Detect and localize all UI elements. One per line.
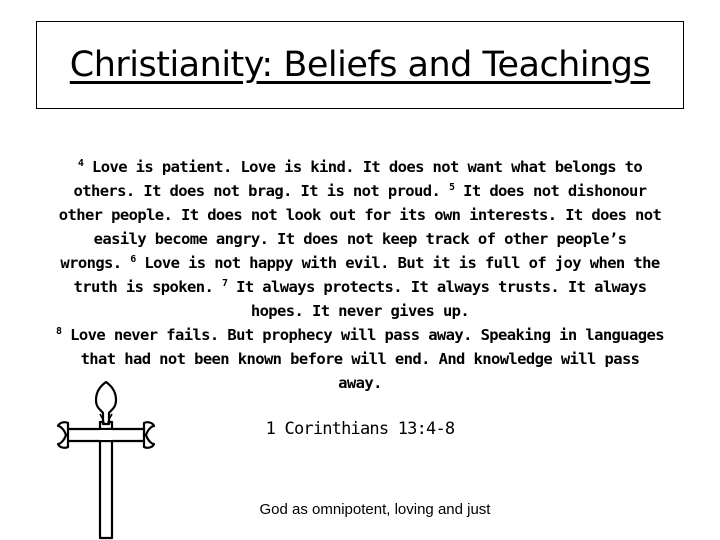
verse-text: hopes. It never gives up. xyxy=(250,302,470,320)
verse-text: It always protects. It always trusts. It always xyxy=(227,278,647,296)
passage-line xyxy=(6,347,714,371)
passage-line xyxy=(6,155,714,179)
verse-number: 4 xyxy=(77,158,84,169)
scripture-passage xyxy=(6,155,714,395)
verse-number: 6 xyxy=(130,254,136,265)
passage-line xyxy=(6,275,714,299)
bible-reference: 1 Corinthians 13:4-8 xyxy=(265,419,455,439)
title-box xyxy=(36,21,684,109)
verse-text: other people. It does not look out for its own interests. It does not xyxy=(58,206,662,224)
footer-caption: God as omnipotent, loving and just xyxy=(259,501,491,518)
verse-number: 7 xyxy=(221,278,228,289)
verse-text: others. It does not brag. It is not proud. xyxy=(73,182,449,200)
passage-line xyxy=(6,179,714,203)
verse-text: that had not been known before will end. And knowledge will pass xyxy=(80,350,640,368)
passage-line xyxy=(6,251,714,275)
verse-text: away. xyxy=(338,374,382,392)
passage-line xyxy=(6,323,714,347)
verse-text: It does not dishonour xyxy=(454,182,647,200)
passage-line xyxy=(6,299,714,323)
verse-text: Love is patient. Love is kind. It does not want what belongs to xyxy=(83,158,643,176)
verse-text: Love never fails. But prophecy will pass away. Speaking in languages xyxy=(61,326,664,344)
verse-number: 5 xyxy=(448,182,455,193)
verse-text: easily become angry. It does not keep track of other people’s xyxy=(93,230,627,248)
verse-text: Love is not happy with evil. But it is full of joy when the xyxy=(135,254,660,272)
verse-number: 8 xyxy=(56,326,62,337)
page-title: Christianity: Beliefs and Teachings xyxy=(69,45,651,85)
verse-text: wrongs. xyxy=(60,254,131,272)
passage-line xyxy=(6,203,714,227)
verse-text: truth is spoken. xyxy=(73,278,222,296)
passage-line xyxy=(6,227,714,251)
